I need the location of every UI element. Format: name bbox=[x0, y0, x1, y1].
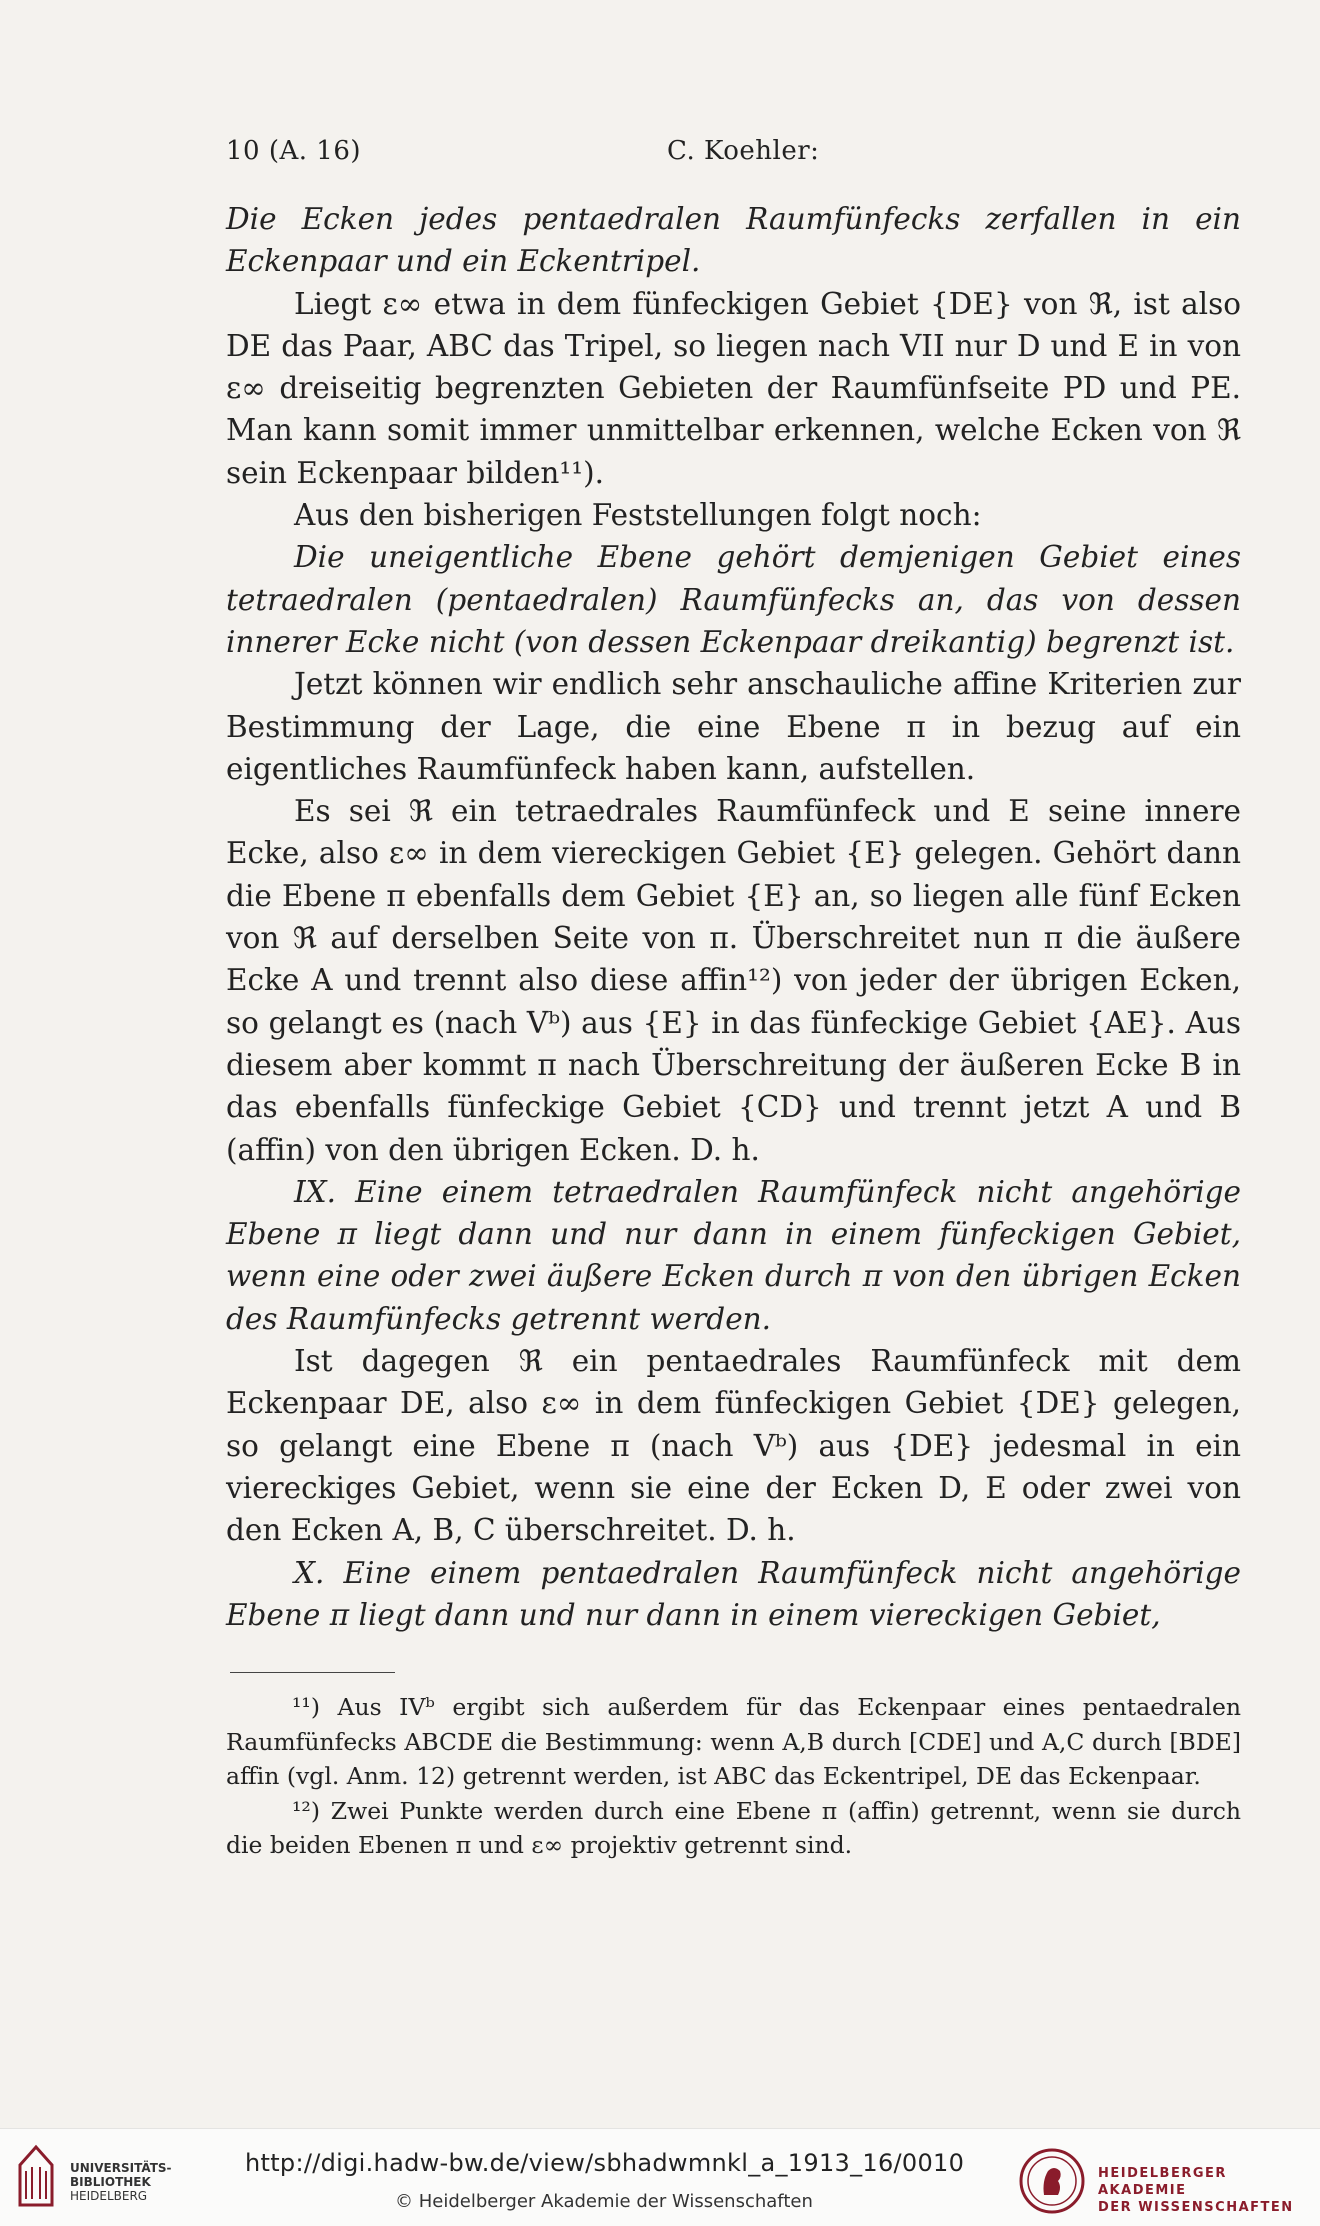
academy-line-1: HEIDELBERGER AKADEMIE bbox=[1098, 2166, 1227, 2198]
paragraph-8: Ist dagegen ℜ ein pentaedrales Raumfünfeck mit dem Eckenpaar DE, also ε∞ in dem fünfeckigen Gebiet {DE} gelegen, so gelangt eine Ebene π (nach Vᵇ) aus {DE} jedesmal in ein viereckiges Gebiet, wenn sie eine der Ecken D, E oder zwei von den Ecken A, B, C überschreitet. D. h. bbox=[226, 1344, 1241, 1548]
academy-line-2: DER WISSENSCHAFTEN bbox=[1098, 2200, 1294, 2215]
paragraph-1: Die Ecken jedes pentaedralen Raumfünfecks zerfallen in ein Eckenpaar und ein Eckentripel. bbox=[226, 202, 1241, 279]
running-author: C. Koehler: bbox=[667, 136, 820, 166]
library-line-1: UNIVERSITÄTS- bbox=[70, 2161, 172, 2175]
digitization-footer bbox=[0, 2128, 1320, 2226]
library-line-3: HEIDELBERG bbox=[70, 2189, 148, 2203]
academy-name bbox=[1098, 2165, 1320, 2216]
library-line-2: BIBLIOTHEK bbox=[70, 2175, 151, 2189]
permalink-url[interactable]: http://digi.hadw-bw.de/view/sbhadwmnkl_a_1913_16/0010 bbox=[245, 2149, 965, 2177]
body-text bbox=[226, 198, 1241, 1636]
paragraph-4: Die uneigentliche Ebene gehört demjenigen Gebiet eines tetraedralen (pentaedralen) Raumfünfecks an, das von dessen innerer Ecke nicht (von dessen Eckenpaar dreikantig) begrenzt ist. bbox=[226, 540, 1241, 659]
university-library-logo-icon bbox=[14, 2143, 58, 2209]
running-header bbox=[226, 136, 1241, 170]
paragraph-6: Es sei ℜ ein tetraedrales Raumfünfeck und E seine innere Ecke, also ε∞ in dem viereckigen Gebiet {E} gelegen. Gehört dann die Ebene π ebenfalls dem Gebiet {E} an, so liegen alle fünf Ecken von ℜ auf derselben Seite von π. Überschreitet nun π die äußere Ecke A und trennt also diese affin¹²) von jeder der übrigen Ecken, so gelangt es (nach Vᵇ) aus {E} in das fünfeckige Gebiet {AE}. Aus diesem aber kommt π nach Überschreitung der äußeren Ecke B in das ebenfalls fünfeckige Gebiet {CD} und trennt jetzt A und B (affin) von den übrigen Ecken. D. h. bbox=[226, 794, 1241, 1167]
paragraph-2: Liegt ε∞ etwa in dem fünfeckigen Gebiet {DE} von ℜ, ist also DE das Paar, ABC das Tripel, so liegen nach VII nur D und E in von ε∞ dreiseitig begrenzten Gebieten der Raumfünfseite PD und PE. Man kann somit immer unmittelbar erkennen, welche Ecken von ℜ sein Eckenpaar bilden¹¹). bbox=[226, 286, 1241, 490]
footnote-rule bbox=[230, 1672, 395, 1673]
paragraph-3: Aus den bisherigen Feststellungen folgt noch: bbox=[294, 498, 982, 533]
paragraph-5: Jetzt können wir endlich sehr anschauliche affine Kriterien zur Bestimmung der Lage, die eine Ebene π in bezug auf ein eigentliches Raumfünfeck haben kann, aufstellen. bbox=[226, 667, 1241, 786]
footnote-12: ¹²) Zwei Punkte werden durch eine Ebene π (affin) getrennt, wenn sie durch die beiden Ebenen π und ε∞ projektiv getrennt sind. bbox=[226, 1796, 1241, 1859]
footnotes bbox=[226, 1690, 1241, 1863]
page-number: 10 (A. 16) bbox=[226, 136, 362, 166]
theorem-x: X. Eine einem pentaedralen Raumfünfeck nicht angehörige Ebene π liegt dann und nur dann in einem viereckigen Gebiet, bbox=[226, 1555, 1241, 1632]
academy-seal-icon bbox=[1018, 2147, 1086, 2215]
theorem-ix: IX. Eine einem tetraedralen Raumfünfeck nicht angehörige Ebene π liegt dann und nur dann in einem fünfeckigen Gebiet, wenn eine oder zwei äußere Ecken durch π von den übrigen Ecken des Raumfünfecks getrennt werden. bbox=[226, 1174, 1241, 1336]
library-name bbox=[70, 2161, 172, 2203]
footnote-11: ¹¹) Aus IVᵇ ergibt sich außerdem für das Eckenpaar eines pentaedralen Raumfünfecks ABCDE die Bestimmung: wenn A,B durch [CDE] und A,C durch [BDE] affin (vgl. Anm. 12) getrennt werden, ist ABC das Eckentripel, DE das Eckenpaar. bbox=[226, 1693, 1241, 1790]
copyright-notice: © Heidelberger Akademie der Wissenschaften bbox=[395, 2191, 813, 2212]
